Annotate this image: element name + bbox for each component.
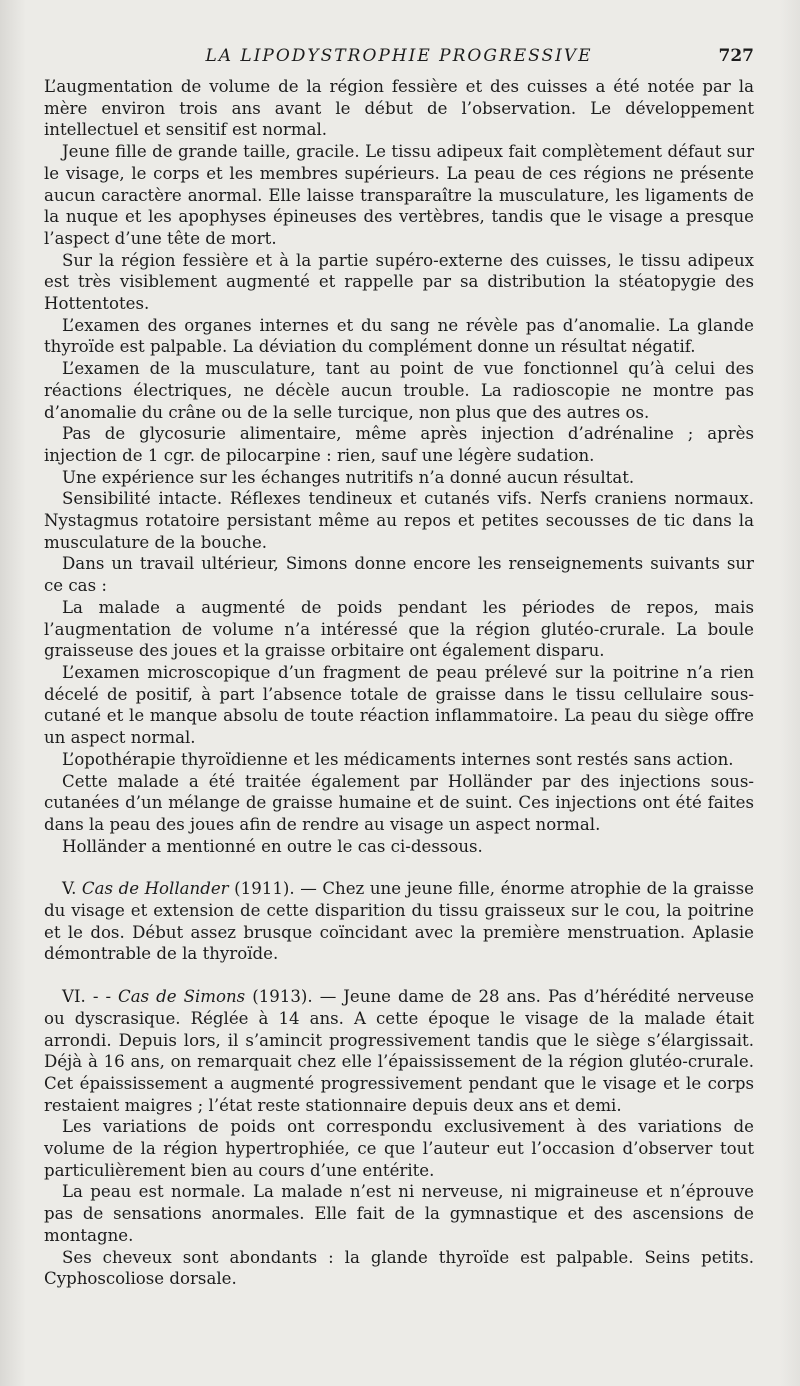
paragraph: La peau est normale. La malade n’est ni nerveuse, ni migraineuse et n’éprouve pas de sensations anormales. Elle fait de la gymnastique et des ascensions de montagne. bbox=[44, 1182, 754, 1245]
section-gap bbox=[44, 857, 754, 878]
running-title: LA LIPODYSTROPHIE PROGRESSIVE bbox=[205, 46, 593, 66]
case-v-year: (1911). bbox=[234, 879, 295, 899]
paragraph: Sur la région fessière et à la partie supéro-externe des cuisses, le tissu adipeux est très visiblement augmenté et rappelle par sa distribution la stéatopygie des Hottentotes. bbox=[44, 250, 754, 314]
paragraph: Ses cheveux sont abondants : la glande thyroïde est palpable. Seins petits. Cyphoscoliose dorsale. bbox=[44, 1247, 754, 1289]
body-text bbox=[44, 76, 754, 1290]
paragraph: Cette malade a été traitée également par Holländer par des injections sous-cutanées d’un mélange de graisse humaine et de suint. Ces injections ont été faites dans la peau des joues afin de rendre au visage un aspect normal. bbox=[44, 771, 754, 834]
case-vi-year: (1913). bbox=[252, 987, 313, 1007]
paragraph: Sensibilité intacte. Réflexes tendineux et cutanés vifs. Nerfs craniens normaux. Nystagmus rotatoire persistant même au repos et petites secousses de tic dans la musculature de la bouche. bbox=[44, 489, 754, 552]
case-vi-text: — Jeune dame de 28 ans. Pas d’hérédité nerveuse ou dyscrasique. Réglée à 14 ans. A cette époque le visage de la malade était arrondi. Depuis lors, il s’amincit progressivement tandis que le siège s’élargissait. Déjà à 16 ans, on remarquait chez elle l’épaississement de la région glutéo-crurale. Cet épaississement a augmenté progressivement pendant que le visage et le corps restaient maigres ; l’état reste stationnaire depuis deux ans et demi. bbox=[44, 987, 755, 1115]
paragraph: L’augmentation de volume de la région fessière et des cuisses a été notée par la mère environ trois ans avant le début de l’observation. Le développement intellectuel et sensitif est normal. bbox=[44, 77, 754, 140]
paragraph: Les variations de poids ont correspondu exclusivement à des variations de volume de la région hypertrophiée, ce que l’auteur eut l’occasion d’observer tout particulièrement bien au cours d’une entérite. bbox=[44, 1117, 754, 1180]
case-v-text: — Chez une jeune fille, énorme atrophie de la graisse du visage et extension de cette disparition du tissu graisseux sur le cou, la poitrine et le dos. Début assez brusque coïncidant avec la première menstruation. Aplasie démontrable de la thyroïde. bbox=[44, 879, 754, 964]
case-vi-paragraph bbox=[44, 986, 754, 1116]
paragraph: Une expérience sur les échanges nutritifs n’a donné aucun résultat. bbox=[62, 467, 635, 487]
case-v-number: V. bbox=[62, 879, 77, 899]
case-vi-number: VI. - bbox=[62, 987, 99, 1007]
paragraph: L’examen de la musculature, tant au point de vue fonctionnel qu’à celui des réactions électriques, ne décèle aucun trouble. La radioscopie ne montre pas d’anomalie du crâne ou de la selle turcique, non plus que des autres os. bbox=[44, 359, 754, 422]
paragraph: L’examen des organes internes et du sang ne révèle pas d’anomalie. La glande thyroïde est palpable. La déviation du complément donne un résultat négatif. bbox=[44, 315, 754, 357]
running-head bbox=[44, 40, 754, 76]
case-vi-title: - Cas de Simons bbox=[105, 987, 246, 1007]
paragraph: Dans un travail ultérieur, Simons donne encore les renseignements suivants sur ce cas : bbox=[44, 554, 754, 596]
case-v-title: Cas de Hollander bbox=[81, 879, 229, 899]
paragraph: L’examen microscopique d’un fragment de peau prélevé sur la poitrine n’a rien décelé de positif, à part l’absence totale de graisse dans le tissu cellulaire sous-cutané et le manque absolu de toute réaction inflammatoire. La peau du siège offre un aspect normal. bbox=[44, 662, 754, 748]
paragraph: Holländer a mentionné en outre le cas ci-dessous. bbox=[62, 836, 483, 856]
page-number: 727 bbox=[718, 46, 754, 66]
section-gap bbox=[44, 965, 754, 986]
case-v-paragraph bbox=[44, 878, 754, 965]
paragraph: L’opothérapie thyroïdienne et les médicaments internes sont restés sans action. bbox=[62, 749, 734, 769]
paragraph: La malade a augmenté de poids pendant les périodes de repos, mais l’augmentation de volume n’a intéressé que la région glutéo-crurale. La boule graisseuse des joues et la graisse orbitaire ont également disparu. bbox=[44, 597, 754, 661]
paragraph: Pas de glycosurie alimentaire, même après injection d’adrénaline ; après injection de 1 cgr. de pilocarpine : rien, sauf une légère sudation. bbox=[44, 424, 754, 465]
paragraph: Jeune fille de grande taille, gracile. Le tissu adipeux fait complètement défaut sur le visage, le corps et les membres supérieurs. La peau de ces régions ne présente aucun caractère anormal. Elle laisse transparaître la musculature, les ligaments de la nuque et les apophyses épineuses des vertèbres, tandis que le visage a presque l’aspect d’une tête de mort. bbox=[44, 142, 754, 248]
